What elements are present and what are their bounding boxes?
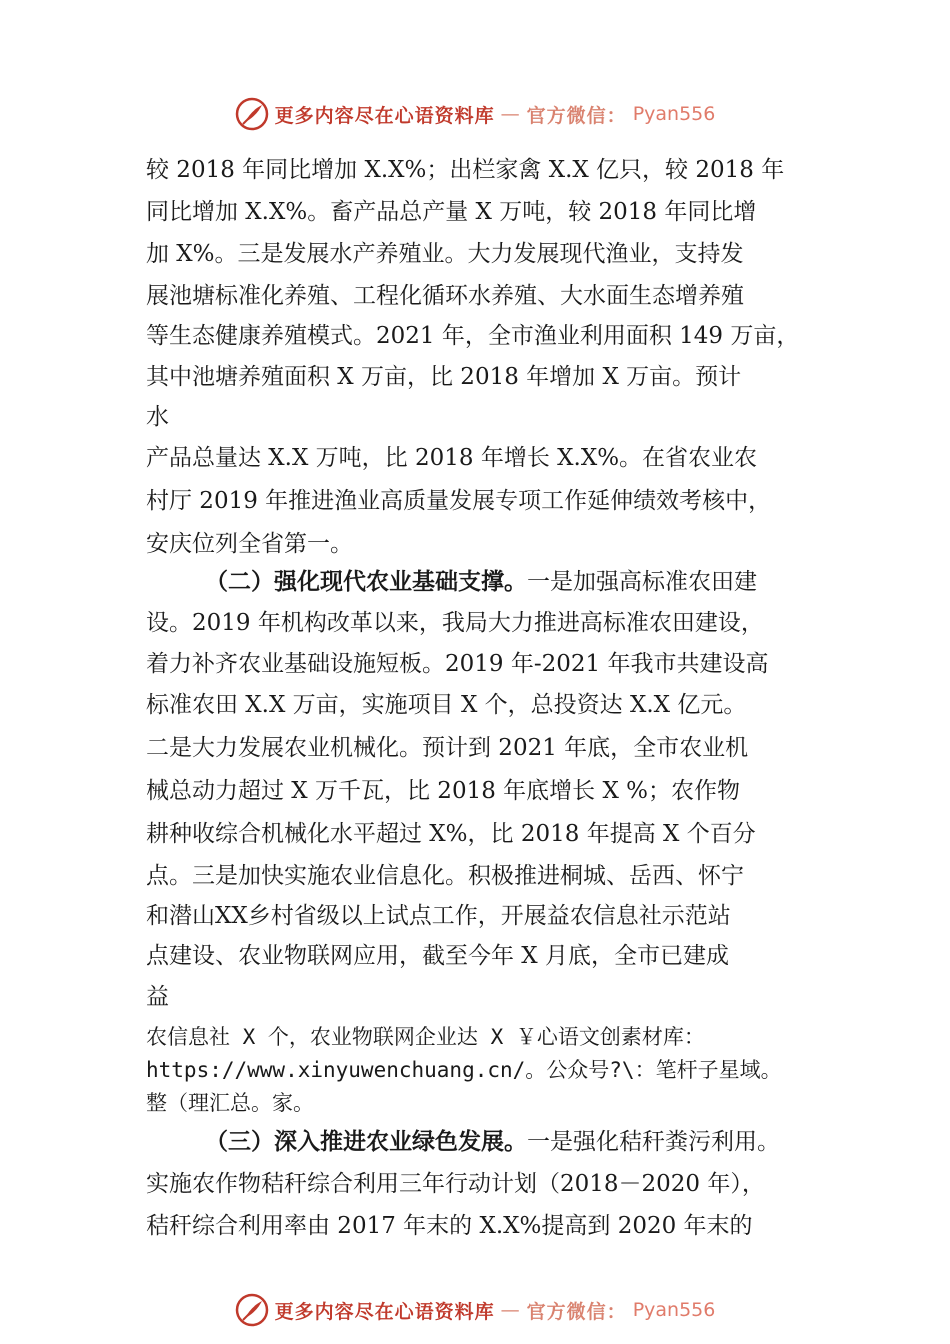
text-line: 加 X%。三是发展水产养殖业。大力发展现代渔业，支持发 — [146, 241, 744, 267]
section-heading-line — [205, 567, 757, 597]
text-line: 整（理汇总。家。 — [146, 1091, 314, 1115]
feather-seal-icon — [235, 97, 269, 131]
text-line: 和潜山XX乡村省级以上试点工作，开展益农信息社示范站 — [146, 903, 731, 929]
text-run: 一是强化秸秆粪污利用。 — [527, 1129, 780, 1155]
text-line: 设。2019 年机构改革以来，我局大力推进高标准农田建设， — [146, 610, 764, 636]
text-run: 一是加强高标准农田建 — [527, 569, 757, 595]
banner-wechat-id: Pyan556 — [632, 1299, 716, 1321]
text-line: 实施农作物秸秆综合利用三年行动计划（2018－2020 年）， — [146, 1171, 765, 1197]
text-line: 秸秆综合利用率由 2017 年末的 X.X%提高到 2020 年末的 — [146, 1213, 753, 1239]
feather-seal-icon — [235, 1293, 269, 1327]
text-line: 耕种收综合机械化水平超过 X%，比 2018 年提高 X 个百分 — [146, 821, 756, 847]
text-line: 点。三是加快实施农业信息化。积极推进桐城、岳西、怀宁 — [146, 863, 744, 889]
section-heading-line — [205, 1127, 780, 1157]
text-line: 产品总量达 X.X 万吨，比 2018 年增长 X.X%。在省农业农 — [146, 445, 758, 471]
text-line: 着力补齐农业基础设施短板。2019 年-2021 年我市共建设高 — [146, 651, 769, 677]
text-line: 点建设、农业物联网应用，截至今年 X 月底，全市已建成 — [146, 943, 729, 969]
header-watermark-banner — [0, 94, 950, 134]
banner-wechat-label: 官方微信： — [526, 1300, 627, 1323]
text-line: 益 — [146, 984, 169, 1010]
text-line: 械总动力超过 X 万千瓦，比 2018 年底增长 X %；农作物 — [146, 778, 741, 804]
banner-text: 更多内容尽在心语资料库 — [274, 104, 495, 127]
banner-wechat-label: 官方微信： — [526, 104, 627, 127]
text-line: 农信息社 X 个，农业物联网企业达 X ￥心语文创素材库： — [146, 1025, 705, 1049]
footer-watermark-banner — [0, 1290, 950, 1330]
text-line: 村厅 2019 年推进渔业高质量发展专项工作延伸绩效考核中， — [146, 488, 772, 514]
text-line: 二是大力发展农业机械化。预计到 2021 年底，全市农业机 — [146, 735, 749, 761]
banner-separator: — — [500, 103, 521, 125]
text-line: 水 — [146, 404, 169, 430]
banner-separator: — — [500, 1299, 521, 1321]
text-line: 同比增加 X.X%。畜产品总产量 X 万吨，较 2018 年同比增 — [146, 199, 757, 225]
text-line: 等生态健康养殖模式。2021 年，全市渔业利用面积 149 万亩， — [146, 323, 800, 349]
text-line: 较 2018 年同比增加 X.X%；出栏家禽 X.X 亿只，较 2018 年 — [146, 157, 785, 183]
banner-text: 更多内容尽在心语资料库 — [274, 1300, 495, 1323]
banner-wechat-id: Pyan556 — [632, 103, 716, 125]
text-line: 标准农田 X.X 万亩，实施项目 X 个，总投资达 X.X 亿元。 — [146, 692, 747, 718]
section-heading: （三）深入推进农业绿色发展。 — [205, 1128, 527, 1155]
text-line: 其中池塘养殖面积 X 万亩，比 2018 年增加 X 万亩。预计 — [146, 364, 742, 390]
text-line: 安庆位列全省第一。 — [146, 531, 353, 557]
section-heading: （二）强化现代农业基础支撑。 — [205, 568, 527, 595]
text-line: 展池塘标准化养殖、工程化循环水养殖、大水面生态增养殖 — [146, 283, 744, 309]
text-line: https://www.xinyuwenchuang.cn/。公众号?\：笔杆子星域。 — [146, 1058, 782, 1082]
